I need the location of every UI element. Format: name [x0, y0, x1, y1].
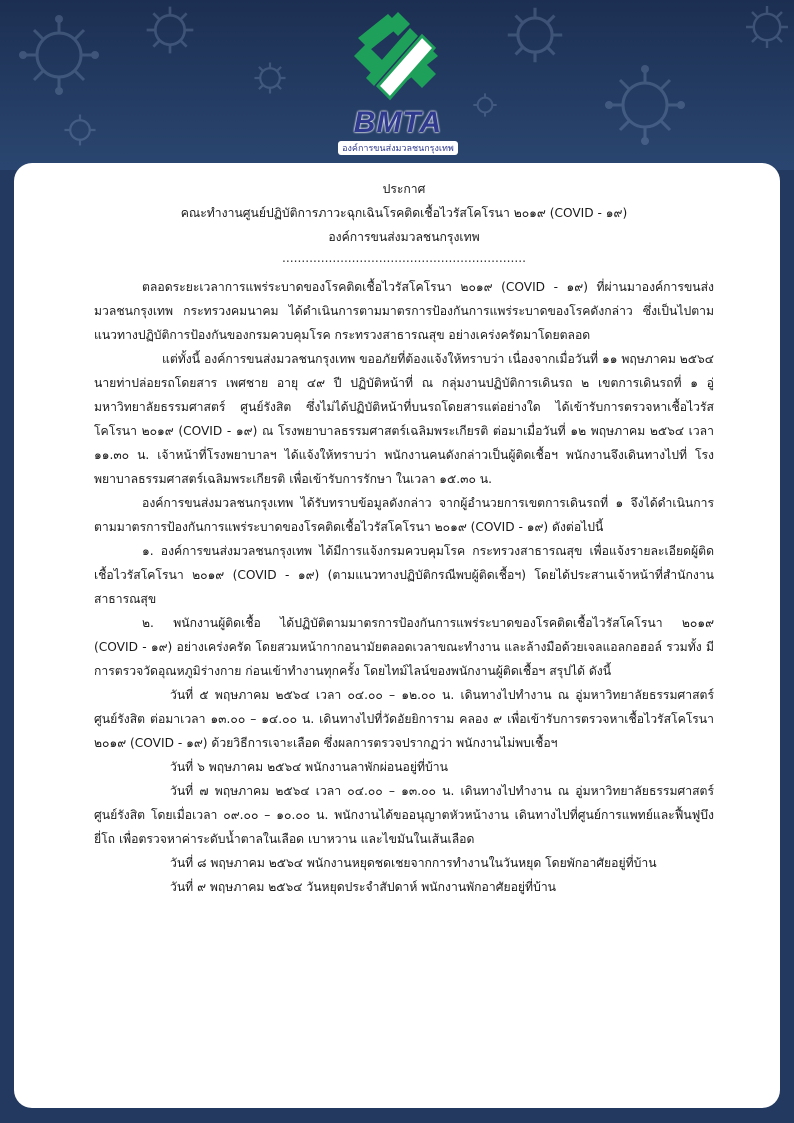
virus-icon: [500, 0, 570, 70]
paragraph: ตลอดระยะเวลาการแพร่ระบาดของโรคติดเชื้อไวรัสโคโรนา ๒๐๑๙ (COVID - ๑๙) ที่ผ่านมาองค์การขนส่งมวลชนกรุงเทพ กระทรวงคมนาคม ได้ดำเนินการตามมาตรการป้องกันการแพร่ระบาดของโรคดังกล่าว ซึ่งเป็นไปตามแนวทางปฏิบัติการป้องกันของกรมควบคุมโรค กระทรวงสาธารณสุข อย่างเคร่งครัดมาโดยตลอด: [94, 280, 714, 342]
doc-separator: ...............................................................: [281, 251, 527, 265]
doc-title: คณะทำงานศูนย์ปฏิบัติการภาวะฉุกเฉินโรคติดเชื้อไวรัสโคโรนา ๒๐๑๙ (COVID - ๑๙): [180, 206, 628, 220]
paragraph: แต่ทั้งนี้ องค์การขนส่งมวลชนกรุงเทพ ขออภัยที่ต้องแจ้งให้ทราบว่า เนื่องจากเมื่อวันที่ ๑๑ พฤษภาคม ๒๕๖๔ นายท่าปล่อยรถโดยสาร เพศชาย อายุ ๔๙ ปี ปฏิบัติหน้าที่ ณ กลุ่มงานปฏิบัติการเดินรถ ๒ เขตการเดินรถที่ ๑ อู่มหาวิทยาลัยธรรมศาสตร์ ศูนย์รังสิต ซึ่งไม่ได้ปฏิบัติหน้าที่บนรถโดยสารแต่อย่างใด ได้เข้ารับการตรวจหาเชื้อไวรัสโคโรนา ๒๐๑๙ (COVID - ๑๙) ณ โรงพยาบาลธรรมศาสตร์เฉลิมพระเกียรติ ต่อมาเมื่อวันที่ ๑๒ พฤษภาคม ๒๕๖๔ เวลา ๑๑.๓๐ น. เจ้าหน้าที่โรงพยาบาลฯ ได้แจ้งให้ทราบว่า พนักงานคนดังกล่าวเป็นผู้ติดเชื้อฯ พนักงานจึงเดินทางไปที่ โรงพยาบาลธรรมศาสตร์เฉลิมพระเกียรติ เพื่อเข้ารับการรักษา ในเวลา ๑๕.๓๐ น.: [94, 352, 714, 486]
virus-icon: [600, 60, 690, 150]
virus-icon: [140, 0, 200, 60]
virus-icon: [60, 110, 100, 150]
doc-heading: ประกาศ: [382, 182, 426, 196]
announcement-card: [14, 163, 780, 1108]
doc-organization: องค์การขนส่งมวลชนกรุงเทพ: [328, 230, 480, 244]
timeline-item: วันที่ ๕ พฤษภาคม ๒๕๖๔ เวลา ๐๔.๐๐ – ๑๒.๐๐ น. เดินทางไปทำงาน ณ อู่มหาวิทยาลัยธรรมศาสตร์ ศูนย์รังสิต ต่อมาเวลา ๑๓.๐๐ – ๑๔.๐๐ น. เดินทางไปที่วัดอัยยิการาม คลอง ๙ เพื่อเข้ารับการตรวจหาเชื้อไวรัสโคโรนา ๒๐๑๙ (COVID - ๑๙) ด้วยวิธีการเจาะเลือด ซึ่งผลการตรวจปรากฏว่า พนักงานไม่พบเชื้อฯ: [94, 688, 714, 750]
header-background: [0, 0, 794, 170]
logo-subtitle: องค์การขนส่งมวลชนกรุงเทพ: [338, 141, 458, 155]
virus-icon: [14, 10, 104, 100]
timeline-item: วันที่ ๙ พฤษภาคม ๒๕๖๔ วันหยุดประจำสัปดาห์ พนักงานพักอาศัยอยู่ที่บ้าน: [170, 880, 557, 894]
announcement-document: [94, 177, 714, 899]
timeline-item: วันที่ ๖ พฤษภาคม ๒๕๖๔ พนักงานลาพักผ่อนอยู่ที่บ้าน: [170, 760, 448, 774]
virus-icon: [740, 0, 794, 54]
paragraph: ๒. พนักงานผู้ติดเชื้อ ได้ปฏิบัติตามมาตรการป้องกันการแพร่ระบาดของโรคติดเชื้อไวรัสโคโรนา ๒๐๑๙ (COVID - ๑๙) อย่างเคร่งครัด โดยสวมหน้ากากอนามัยตลอดเวลาขณะทำงาน และล้างมือด้วยเจลแอลกอฮอล์ รวมทั้ง มีการตรวจวัดอุณหภูมิร่างกาย ก่อนเข้าทำงานทุกครั้ง โดยไทม์ไลน์ของพนักงานผู้ติดเชื้อฯ สรุปได้ ดังนี้: [94, 616, 714, 678]
timeline-item: วันที่ ๘ พฤษภาคม ๒๕๖๔ พนักงานหยุดชดเชยจากการทำงานในวันหยุด โดยพักอาศัยอยู่ที่บ้าน: [170, 856, 657, 870]
timeline-item: วันที่ ๗ พฤษภาคม ๒๕๖๔ เวลา ๐๔.๐๐ – ๑๓.๐๐ น. เดินทางไปทำงาน ณ อู่มหาวิทยาลัยธรรมศาสตร์ ศูนย์รังสิต โดยเมื่อเวลา ๐๙.๐๐ – ๑๐.๐๐ น. พนักงานได้ขออนุญาตหัวหน้างาน เดินทางไปที่ศูนย์การแพทย์และฟื้นฟูบึงยี่โถ เพื่อตรวจหาค่าระดับน้ำตาลในเลือด เบาหวาน และไขมันในเส้นเลือด: [94, 784, 714, 846]
paragraph: องค์การขนส่งมวลชนกรุงเทพ ได้รับทราบข้อมูลดังกล่าว จากผู้อำนวยการเขตการเดินรถที่ ๑ จึงได้ดำเนินการตามมาตรการป้องกันการแพร่ระบาดของโรคติดเชื้อไวรัสโคโรนา ๒๐๑๙ (COVID - ๑๙) ดังต่อไปนี้: [94, 496, 714, 534]
paragraph: ๑. องค์การขนส่งมวลชนกรุงเทพ ได้มีการแจ้งกรมควบคุมโรค กระทรวงสาธารณสุข เพื่อแจ้งรายละเอียดผู้ติดเชื้อไวรัสโคโรนา ๒๐๑๙ (COVID - ๑๙) (ตามแนวทางปฏิบัติกรณีพบผู้ติดเชื้อฯ) โดยได้ประสานเจ้าหน้าที่สำนักงานสาธารณสุข: [94, 544, 714, 606]
virus-icon: [250, 58, 290, 98]
logo-wordmark: BMTA: [353, 106, 443, 139]
virus-icon: [470, 90, 500, 120]
bmta-logo: [338, 8, 458, 158]
bmta-emblem-icon: [338, 8, 458, 108]
